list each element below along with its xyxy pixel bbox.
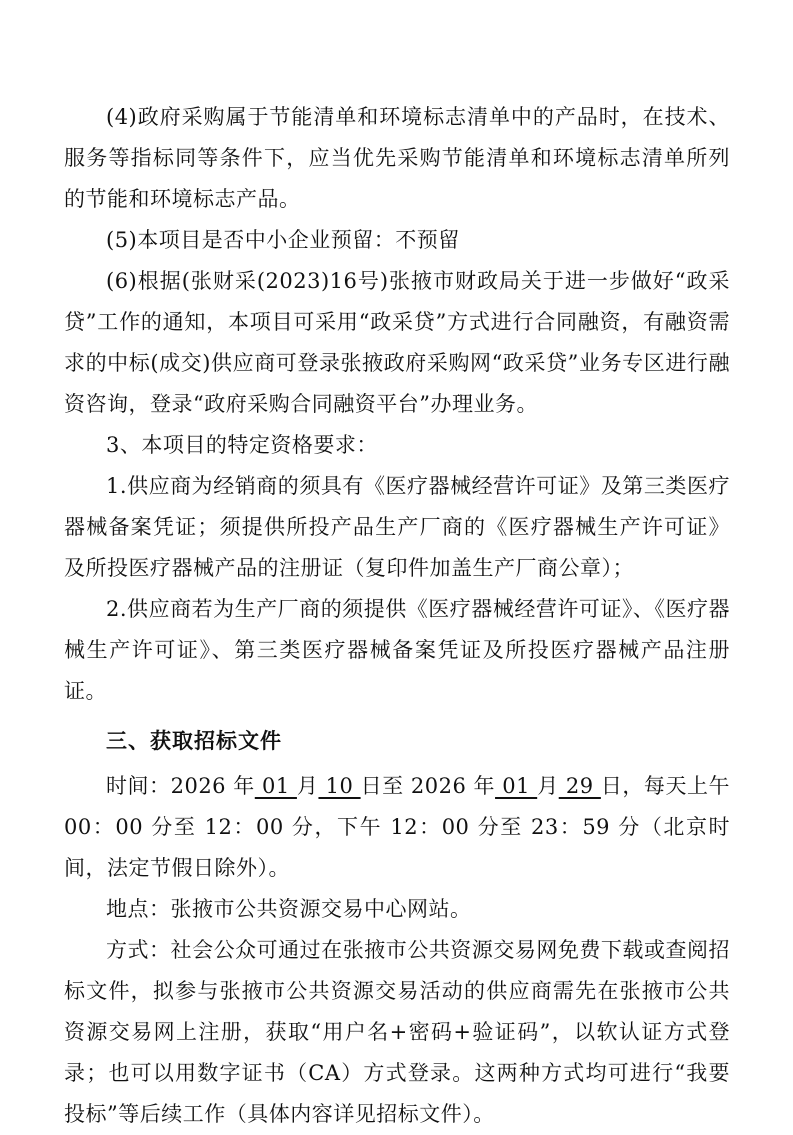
para-item-5-sme-reservation: [64, 220, 730, 261]
text-run: 3、本项目的特定资格要求：: [106, 433, 378, 457]
underlined-blank-value: 01: [254, 774, 297, 798]
para-requirement-1-distributor: [64, 466, 730, 589]
text-run: 日至 2026 年: [360, 774, 496, 798]
text-run: 1.供应商为经销商的须具有《医疗器械经营许可证》及第三类医疗器械备案凭证；须提供所投产品生产厂商的《医疗器械生产许可证》及所投医疗器械产品的注册证（复印件加盖生产厂商公章）；: [64, 474, 730, 580]
section-heading-obtain-bidding-documents: [64, 721, 730, 762]
text-run: 2.供应商若为生产厂商的须提供《医疗器械经营许可证》、《医疗器械生产许可证》、第三类医疗器械备案凭证及所投医疗器械产品注册证。: [64, 597, 730, 703]
para-item-6-procurement-loan: [64, 261, 730, 425]
text-run: 月: [537, 774, 559, 798]
text-run: 方式：社会公众可通过在张掖市公共资源交易网免费下载或查阅招标文件，拟参与张掖市公共资源交易活动的供应商需先在张掖市公共资源交易网上注册，获取“用户名+密码+验证码”，以软认证方式登录；也可以用数字证书（CA）方式登录。这两种方式均可进行“我要投标”等后续工作（具体内容详见招标文件）。: [64, 938, 730, 1126]
text-run: 时间：2026 年: [106, 774, 255, 798]
underlined-blank-value: 01: [495, 774, 538, 798]
text-run: 月: [296, 774, 319, 798]
text-run: 三、获取招标文件: [106, 729, 282, 753]
text-run: 地点：张掖市公共资源交易中心网站。: [106, 897, 472, 921]
underlined-blank-value: 29: [558, 774, 601, 798]
text-run: (5)本项目是否中小企业预留：不预留: [106, 228, 460, 252]
para-method: [64, 930, 730, 1135]
text-run: (6)根据(张财采(2023)16号)张掖市财政局关于进一步做好“政采贷”工作的通知，本项目可采用“政采贷”方式进行合同融资，有融资需求的中标(成交)供应商可登录张掖政府采购网“政采贷”业务专区进行融资咨询，登录“政府采购合同融资平台”办理业务。: [64, 269, 730, 416]
para-item-4-energy-products: [64, 97, 730, 220]
text-run: (4)政府采购属于节能清单和环境标志清单中的产品时，在技术、服务等指标同等条件下，应当优先采购节能清单和环境标志清单所列的节能和环境标志产品。: [64, 105, 730, 211]
text-run: 日，每天上午 00：00 分至 12：00 分，下午 12：00 分至 23：59 分（北京时间，法定节假日除外）。: [64, 774, 731, 880]
para-time: [64, 766, 730, 889]
underlined-blank-value: 10: [318, 774, 361, 798]
para-qualification-requirements-title: [64, 425, 730, 466]
para-location: [64, 889, 730, 930]
para-requirement-2-manufacturer: [64, 589, 730, 712]
